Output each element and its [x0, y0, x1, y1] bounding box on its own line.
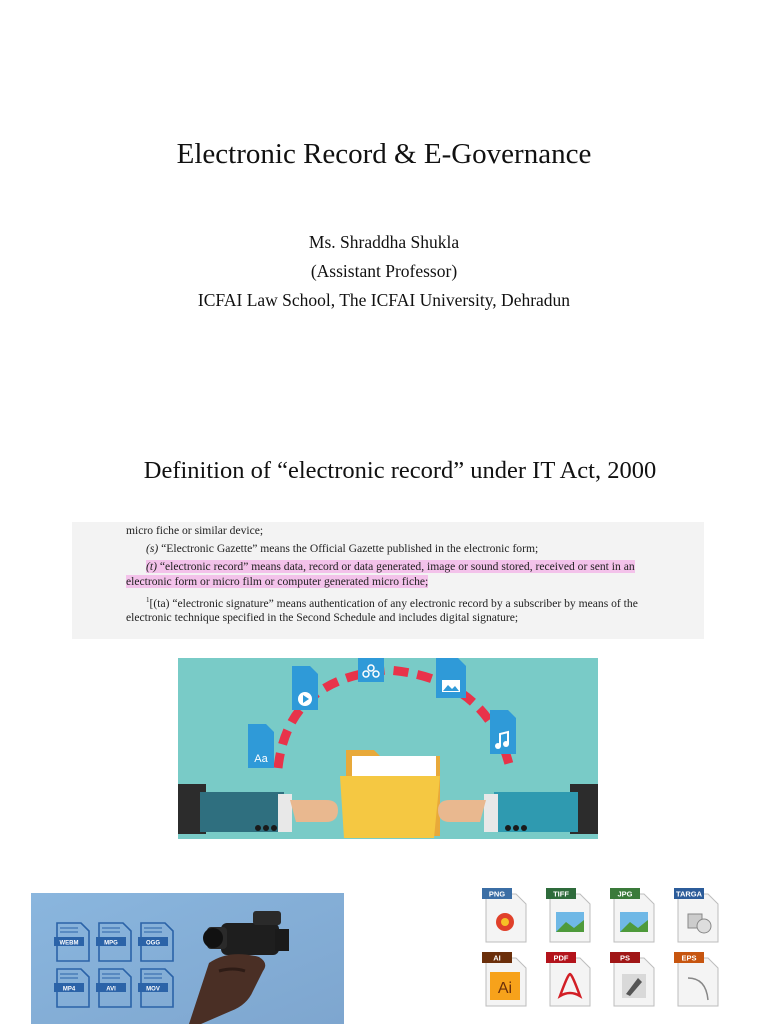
image-doc-icon	[436, 658, 466, 698]
format-label: PNG	[488, 889, 506, 899]
share-doc-icon	[358, 658, 384, 682]
format-targa-icon	[674, 888, 718, 942]
format-label: PDF	[553, 953, 569, 963]
clause-t-label: (t)	[146, 560, 157, 574]
format-ps-icon	[610, 952, 654, 1006]
author-name: Ms. Shraddha Shukla	[308, 232, 460, 252]
format-ai-icon	[482, 952, 526, 1006]
clause-t-text: “electronic record” means data, record or data generated, image or sound stored, received or sent in an electronic form or micro film or computer generated micro fiche;	[126, 560, 635, 588]
format-jpg-icon	[610, 888, 654, 942]
format-label: TARGA	[675, 889, 703, 899]
format-pdf-icon	[546, 952, 590, 1006]
format-label: EPS	[681, 953, 697, 963]
footnote-marker: 1	[146, 595, 150, 604]
clause-s-text: “Electronic Gazette” means the Official Gazette published in the electronic form;	[161, 542, 539, 556]
svg-text:Aa: Aa	[254, 753, 268, 765]
it-act-excerpt	[72, 522, 704, 639]
image-format-icons	[478, 882, 738, 1024]
format-png-icon	[482, 888, 526, 942]
slide-title: Electronic Record & E-Governance	[176, 138, 592, 170]
video-format-label: WEBM	[59, 940, 79, 947]
excerpt-clause-s	[126, 542, 648, 556]
right-hand-icon	[438, 784, 598, 834]
video-format-label: MP4	[62, 986, 76, 993]
clause-s-label: (s)	[146, 542, 159, 556]
clause-ta-label: [(ta)	[149, 596, 170, 610]
excerpt-line-0: micro fiche or similar device;	[126, 524, 264, 537]
ai-glyph: Ai	[497, 980, 513, 997]
excerpt-clause-ta	[126, 593, 648, 625]
video-formats-photo	[31, 893, 344, 1024]
folder-icon	[340, 750, 440, 838]
format-eps-icon	[674, 952, 718, 1006]
clause-ta-text: “electronic signature” means authentication of any electronic record by a subscriber by means of the electronic technique specified in the Second Schedule and includes digital signature;	[126, 596, 638, 624]
video-format-label: MPG	[104, 940, 118, 947]
video-format-label: OGG	[145, 940, 161, 947]
format-label: AI	[493, 953, 501, 963]
video-format-label: AVI	[106, 986, 116, 993]
music-doc-icon	[490, 710, 516, 754]
video-doc-icon	[292, 666, 318, 710]
text-doc-icon	[248, 724, 274, 768]
left-hand-icon	[178, 784, 338, 834]
format-tiff-icon	[546, 888, 590, 942]
author-affiliation: ICFAI Law School, The ICFAI University, Dehradun	[197, 290, 571, 310]
excerpt-clause-t	[126, 560, 648, 588]
file-transfer-illustration	[178, 658, 598, 839]
author-role: (Assistant Professor)	[310, 261, 458, 281]
format-label: JPG	[617, 889, 633, 899]
author-block	[0, 228, 768, 315]
format-label: TIFF	[553, 889, 569, 899]
format-label: PS	[619, 953, 631, 963]
definition-heading: Definition of “electronic record” under IT Act, 2000	[143, 457, 657, 484]
highlighted-definition	[126, 560, 635, 587]
video-format-label: MOV	[146, 986, 160, 993]
